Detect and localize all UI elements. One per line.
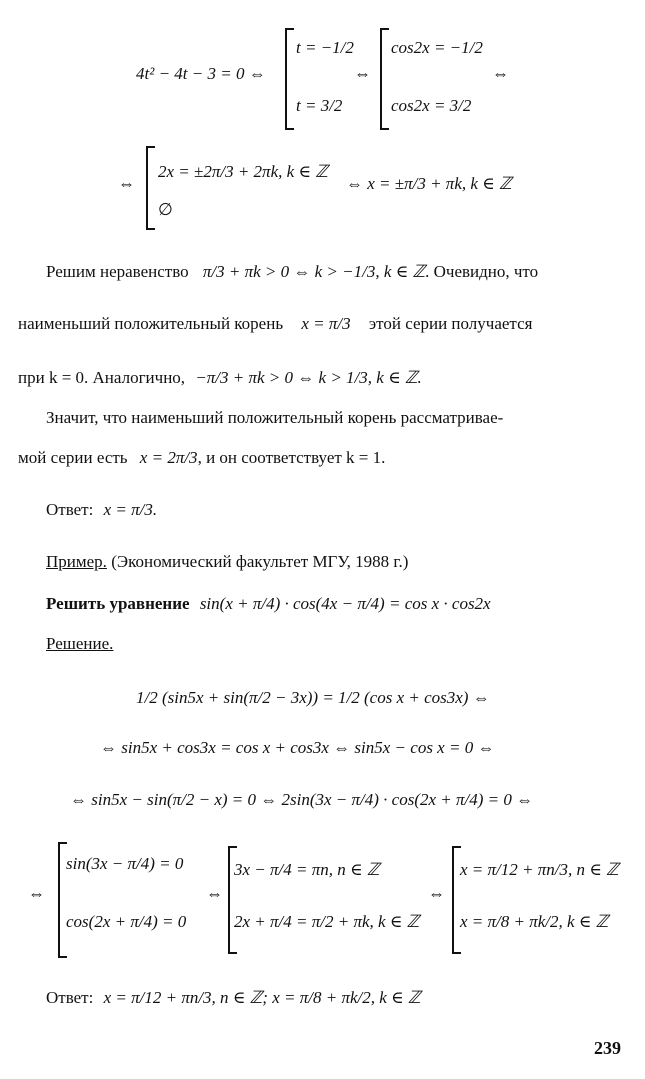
- case-cos-three-halves: cos2x = 3/2: [391, 96, 472, 115]
- quadratic-equation: 4t² − 4t − 3 = 0 ⇔: [136, 64, 266, 83]
- paragraph-line: наименьший положительный корень x = π/3 этой серии получается: [18, 314, 533, 333]
- example-heading: [46, 552, 408, 572]
- example-task: [46, 594, 491, 614]
- case-cos-minus-half: cos2x = −1/2: [391, 38, 483, 57]
- answer-label: Ответ:: [46, 988, 94, 1007]
- page-number: 239: [594, 1038, 621, 1058]
- example-source: (Экономический факультет МГУ, 1988 г.): [111, 552, 409, 571]
- solution-step-3: ⇔ sin5x − sin(π/2 − x) = 0 ⇔ 2sin(3x − π/4) · cos(2x + π/4) = 0 ⇔: [70, 790, 534, 809]
- system-3x-eq: 3x − π/4 = πn, n ∈ ℤ: [234, 860, 380, 879]
- system-x-n-solution: x = π/12 + πn/3, n ∈ ℤ: [460, 860, 619, 879]
- paragraph-line: Значит, что наименьший положительный корень рассматривае-: [46, 408, 504, 427]
- system-2x-eq: 2x + π/4 = π/2 + πk, k ∈ ℤ: [234, 912, 420, 931]
- equivalence-arrow: ⇔: [118, 174, 135, 193]
- system-bracket: [285, 28, 294, 130]
- equivalence-arrow: ⇔: [354, 64, 371, 83]
- case-t-three-halves: t = 3/2: [296, 96, 343, 115]
- system-x-k-solution: x = π/8 + πk/2, k ∈ ℤ: [460, 912, 609, 931]
- solution-label: Решение.: [46, 634, 114, 653]
- solution-step-1: 1/2 (sin5x + sin(π/2 − 3x)) = 1/2 (cos x + cos3x) ⇔: [136, 688, 490, 707]
- answer-1: [46, 500, 157, 520]
- answer-2: [46, 988, 421, 1008]
- system-bracket: [146, 146, 155, 230]
- equivalence-arrow: ⇔: [492, 64, 509, 83]
- case-empty-set: ∅: [158, 200, 173, 219]
- system-cos-eq: cos(2x + π/4) = 0: [66, 912, 187, 931]
- equivalence-arrow: ⇔: [428, 884, 445, 903]
- system-bracket: [380, 28, 389, 130]
- case-t-minus-half: t = −1/2: [296, 38, 354, 57]
- task-label: Решить уравнение: [46, 594, 190, 613]
- answer-value: x = π/12 + πn/3, n ∈ ℤ; x = π/8 + πk/2, k ∈ ℤ: [103, 988, 421, 1007]
- paragraph-line: мой серии есть x = 2π/3, и он соответствует k = 1.: [18, 448, 386, 467]
- answer-value: x = π/3.: [103, 500, 158, 519]
- system-sin-eq: sin(3x − π/4) = 0: [66, 854, 184, 873]
- case-2x-solution: 2x = ±2π/3 + 2πk, k ∈ ℤ: [158, 162, 328, 181]
- equivalence-arrow: ⇔: [28, 884, 45, 903]
- solution-step-2: ⇔ sin5x + cos3x = cos x + cos3x ⇔ sin5x − cos x = 0 ⇔: [100, 738, 495, 757]
- x-solution: ⇔ x = ±π/3 + πk, k ∈ ℤ: [346, 174, 512, 193]
- example-label: Пример.: [46, 552, 107, 571]
- task-equation: sin(x + π/4) · cos(4x − π/4) = cos x · cos2x: [199, 594, 491, 613]
- paragraph-line: Решим неравенство π/3 + πk > 0 ⇔ k > −1/3, k ∈ ℤ. Очевидно, что: [46, 262, 539, 281]
- paragraph-line: при k = 0. Аналогично, −π/3 + πk > 0 ⇔ k > 1/3, k ∈ ℤ.: [18, 368, 422, 387]
- equivalence-arrow: ⇔: [206, 884, 223, 903]
- answer-label: Ответ:: [46, 500, 94, 519]
